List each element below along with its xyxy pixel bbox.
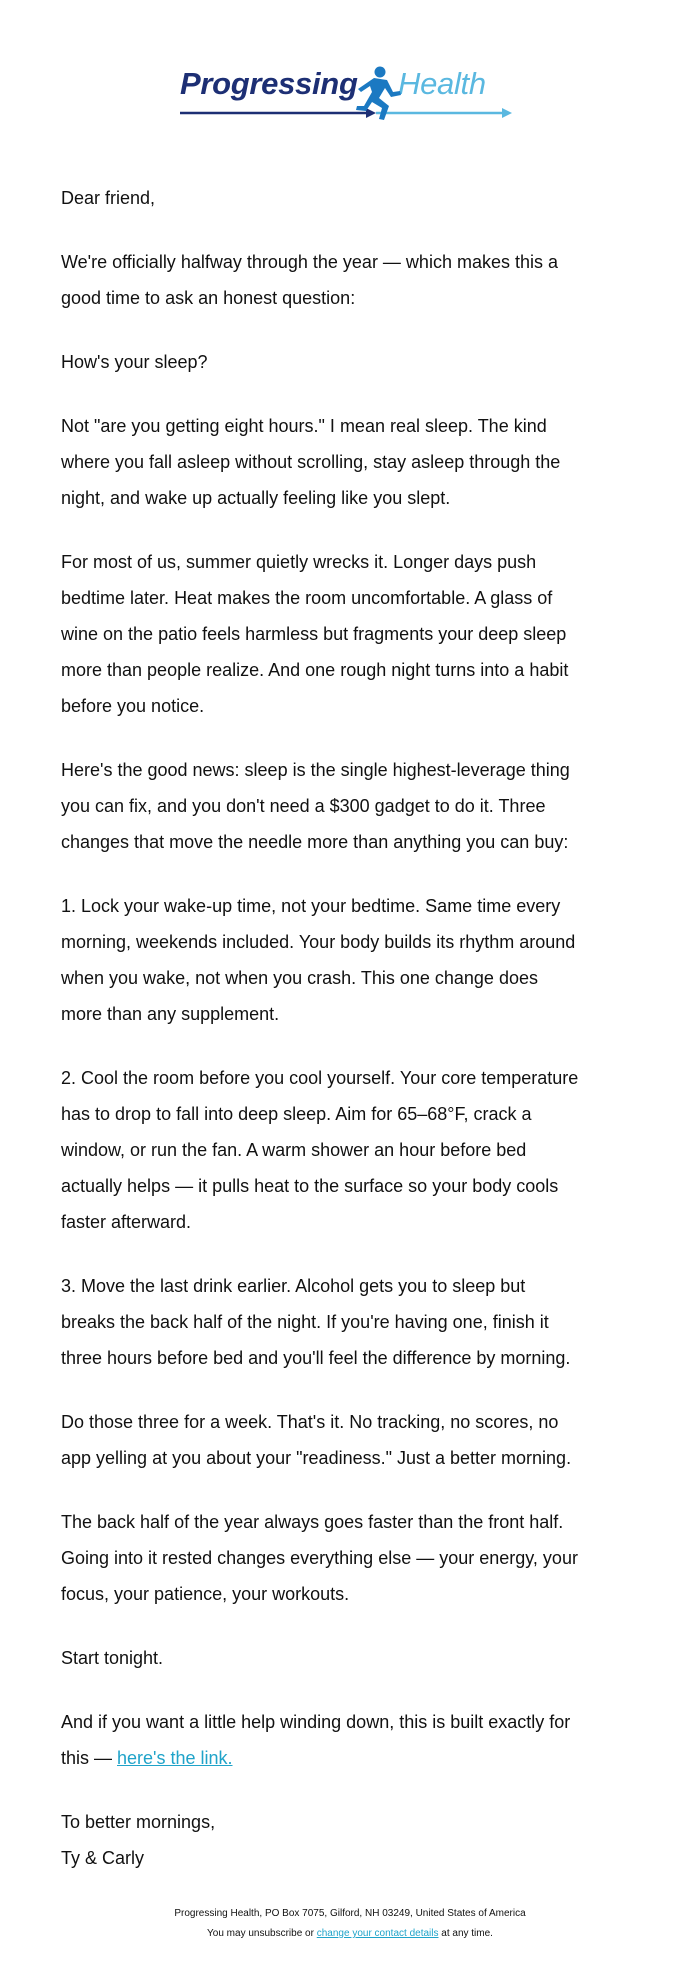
change-contact-details-link[interactable]: change your contact details — [316, 1928, 439, 1939]
unsubscribe-text-end: at any time. — [438, 1928, 493, 1939]
logo-word-health: Health — [398, 66, 486, 101]
help-text: And if you want a little help winding down, this is built exactly for this — — [61, 1712, 571, 1768]
logo-word-progressing: Progressing — [180, 66, 358, 101]
tip-last-drink: 3. Move the last drink earlier. Alcohol gets you to sleep but breaks the back half of the night. If you're having one, finish it three hours before bed and you'll feel the difference by morning. — [61, 1276, 571, 1368]
paragraph-help-link — [61, 1704, 580, 1776]
paragraph-one-week: Do those three for a week. That's it. No tracking, no scores, no app yelling at you about your "readiness." Just a better morning. — [61, 1412, 572, 1468]
tip-cool-room: 2. Cool the room before you cool yourself. Your core temperature has to drop to fall into deep sleep. Aim for 65–68°F, crack a window, or run the fan. A warm shower an hour before bed actually helps — it pulls heat to the surface so your body cools faster afterward. — [61, 1068, 579, 1232]
signoff-block — [61, 1804, 580, 1876]
runner-icon — [180, 66, 520, 126]
signoff: To better mornings, — [61, 1812, 216, 1832]
paragraph-real-sleep: Not "are you getting eight hours." I mean real sleep. The kind where you fall asleep without scrolling, stay asleep through the night, and wake up actually feeling like you slept. — [61, 416, 561, 508]
unsubscribe-text: You may unsubscribe or — [207, 1928, 317, 1939]
paragraph-start-tonight: Start tonight. — [61, 1648, 164, 1668]
header — [0, 0, 700, 122]
footer-unsubscribe — [0, 1924, 700, 1944]
brand-logo[interactable] — [180, 66, 520, 126]
tip-wake-time: 1. Lock your wake-up time, not your bedtime. Same time every morning, weekends included. Your body builds its rhythm around when you wake, not when you crash. This one change does more than any supplement. — [61, 896, 576, 1024]
signature: Ty & Carly — [61, 1848, 145, 1868]
paragraph-back-half: The back half of the year always goes faster than the front half. Going into it rested changes everything else — your energy, your focus, your patience, your workouts. — [61, 1512, 578, 1604]
footer-address: Progressing Health, PO Box 7075, Gilford, NH 03249, United States of America — [174, 1908, 526, 1919]
paragraph-summer: For most of us, summer quietly wrecks it. Longer days push bedtime later. Heat makes the room uncomfortable. A glass of wine on the patio feels harmless but fragments your deep sleep more than people realize. And one rough night turns into a habit before you notice. — [61, 552, 569, 716]
footer — [0, 1904, 700, 1984]
product-link[interactable]: here's the link. — [117, 1748, 233, 1768]
paragraph-intro: We're officially halfway through the year — which makes this a good time to ask an honest question: — [61, 252, 558, 308]
greeting: Dear friend, — [61, 188, 156, 208]
paragraph-good-news: Here's the good news: sleep is the single highest-leverage thing you can fix, and you don't need a $300 gadget to do it. Three changes that move the needle more than anything you can buy: — [61, 760, 570, 852]
email-body — [0, 122, 580, 1876]
paragraph-question: How's your sleep? — [61, 352, 208, 372]
